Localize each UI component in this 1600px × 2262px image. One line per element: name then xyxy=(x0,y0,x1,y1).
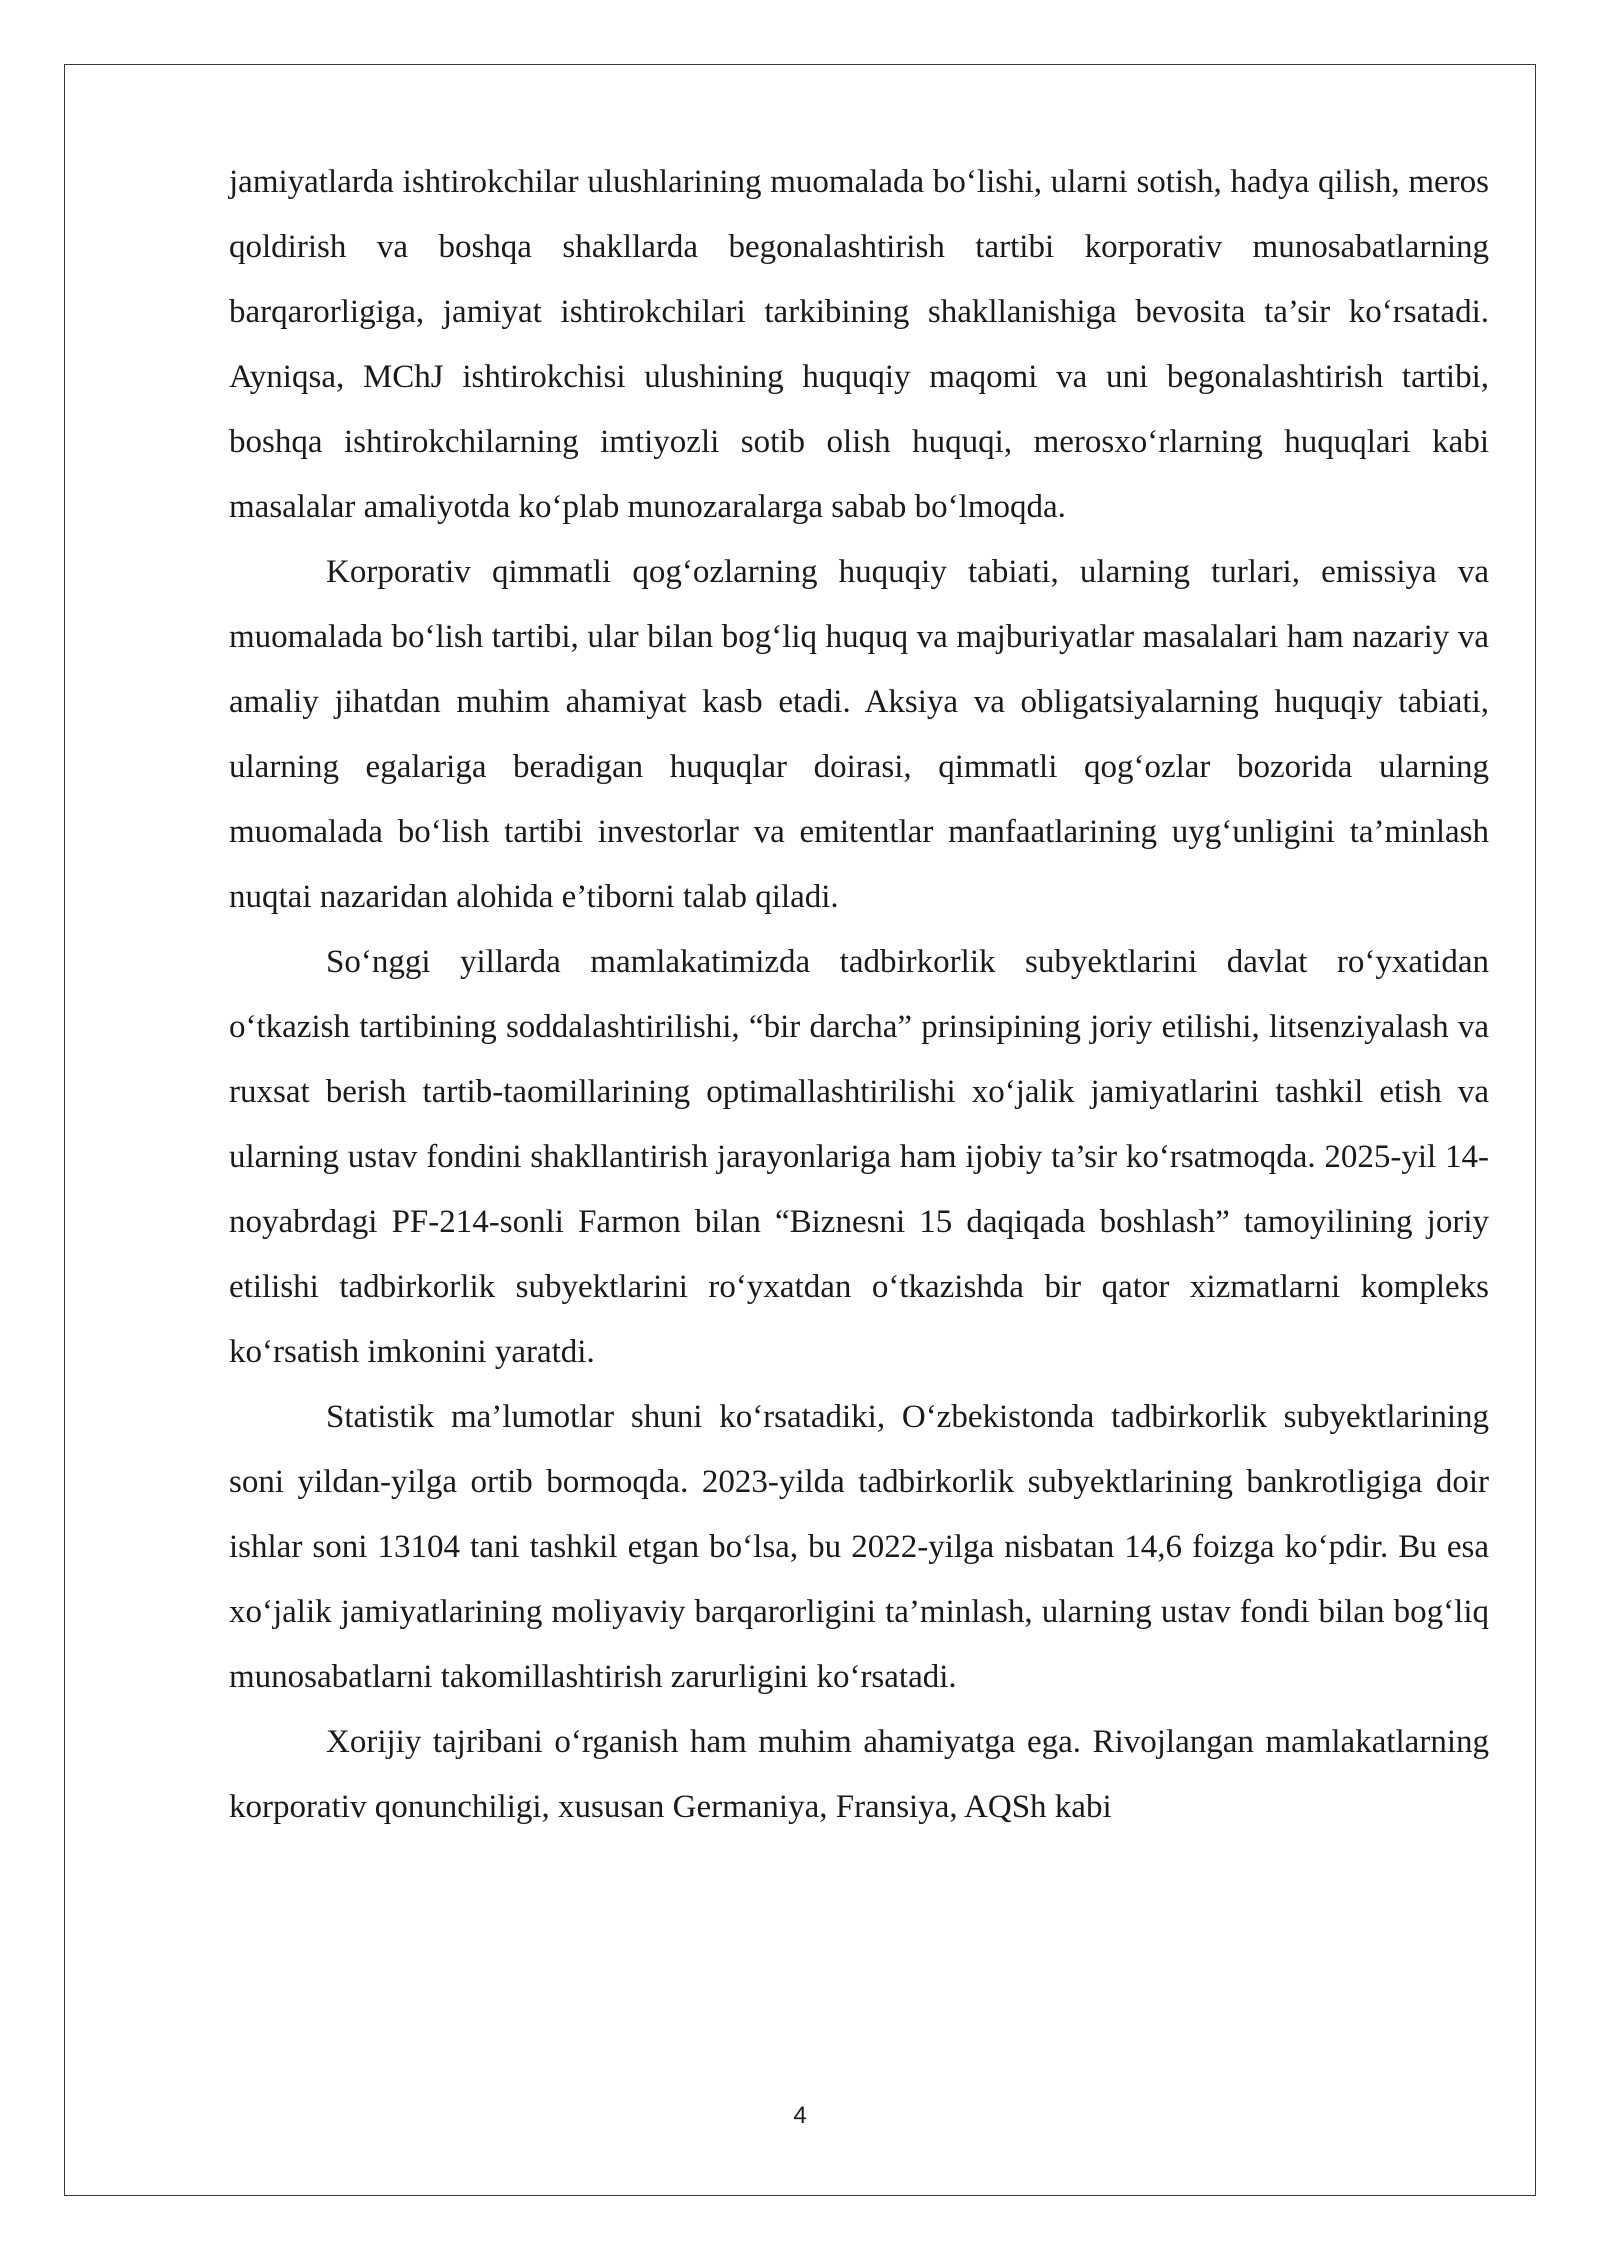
document-body xyxy=(229,150,1489,1840)
paragraph-corporate-securities: Korporativ qimmatli qog‘ozlarning huquqiy tabiati, ularning turlari, emissiya va muomalada bo‘lish tartibi, ular bilan bog‘liq huquq va majburiyatlar masalalari ham nazariy va amaliy jihatdan muhim ahamiyat kasb etadi. Aksiya va obligatsiyalarning huquqiy tabiati, ularning egalariga beradigan huquqlar doirasi, qimmatli qog‘ozlar bozorida ularning muomalada bo‘lish tartibi investorlar va emitentlar manfaatlarining uyg‘unligini ta’minlash nuqtai nazaridan alohida e’tiborni talab qiladi. xyxy=(229,554,1489,915)
paragraph-statistics: Statistik ma’lumotlar shuni ko‘rsatadiki, O‘zbekistonda tadbirkorlik subyektlarining soni yildan-yilga ortib bormoqda. 2023-yilda tadbirkorlik subyektlarining bankrotligiga doir ishlar soni 13104 tani tashkil etgan bo‘lsa, bu 2022-yilga nisbatan 14,6 foizga ko‘pdir. Bu esa xo‘jalik jamiyatlarining moliyaviy barqarorligini ta’minlash, ularning ustav fondi bilan bog‘liq munosabatlarni takomillashtirish zarurligini ko‘rsatadi. xyxy=(229,1399,1489,1695)
paragraph-recent-reforms: So‘nggi yillarda mamlakatimizda tadbirkorlik subyektlarini davlat ro‘yxatidan o‘tkazish tartibining soddalashtirilishi, “bir darcha” prinsipining joriy etilishi, litsenziyalash va ruxsat berish tartib-taomillarining optimallashtirilishi xo‘jalik jamiyatlarini tashkil etish va ularning ustav fondini shakllantirish jarayonlariga ham ijobiy ta’sir ko‘rsatmoqda. 2025-yil 14-noyabrdagi PF-214-sonli Farmon bilan “Biznesni 15 daqiqada boshlash” tamoyilining joriy etilishi tadbirkorlik subyektlarini ro‘yxatdan o‘tkazishda bir qator xizmatlarni kompleks ko‘rsatish imkonini yaratdi. xyxy=(229,944,1489,1370)
paragraph-continuation: jamiyatlarda ishtirokchilar ulushlarining muomalada bo‘lishi, ularni sotish, hadya qilish, meros qoldirish va boshqa shakllarda begonalashtirish tartibi korporativ munosabatlarning barqarorligiga, jamiyat ishtirokchilari tarkibining shakllanishiga bevosita ta’sir ko‘rsatadi. Ayniqsa, MChJ ishtirokchisi ulushining huquqiy maqomi va uni begonalashtirish tartibi, boshqa ishtirokchilarning imtiyozli sotib olish huquqi, merosxo‘rlarning huquqlari kabi masalalar amaliyotda ko‘plab munozaralarga sabab bo‘lmoqda. xyxy=(229,164,1489,525)
paragraph-foreign-experience: Xorijiy tajribani o‘rganish ham muhim ahamiyatga ega. Rivojlangan mamlakatlarning korporativ qonunchiligi, xususan Germaniya, Fransiya, AQSh kabi xyxy=(229,1724,1489,1825)
page-number: 4 xyxy=(793,2102,807,2129)
